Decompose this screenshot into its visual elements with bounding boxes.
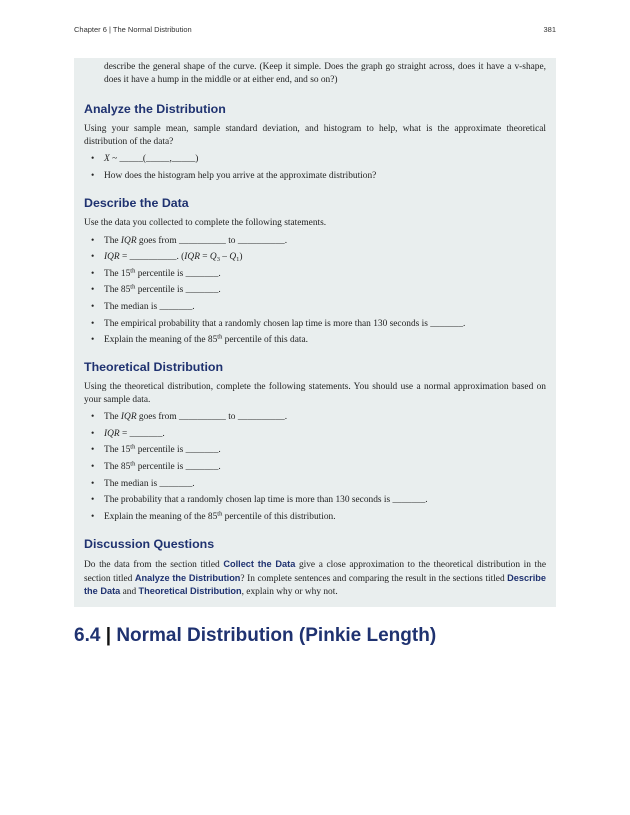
- describe-list: [84, 235, 546, 347]
- theoretical-text: Using the theoretical distribution, complete the following statements. You should use a normal approximation based on your sample data.: [84, 382, 546, 405]
- variable-x: X: [104, 154, 110, 165]
- describe-text: Use the data you collected to complete the following statements.: [84, 218, 327, 228]
- text: percentile of this distribution.: [222, 511, 336, 522]
- bullet: •: [91, 445, 95, 456]
- text: The 85: [104, 461, 131, 472]
- text: Explain the meaning of the 85: [104, 335, 218, 346]
- list-item: [84, 301, 546, 314]
- text: ? In complete sentences and comparing the result in the sections titled: [240, 573, 508, 584]
- text: percentile of this data.: [222, 335, 308, 346]
- text: The: [104, 412, 121, 423]
- text: and: [120, 587, 139, 598]
- text: ): [239, 252, 243, 263]
- bullet: •: [91, 252, 95, 263]
- section-reference-link[interactable]: Theoretical Distribution: [138, 586, 242, 597]
- analyze-list: [84, 153, 546, 182]
- list-item: [84, 235, 546, 248]
- text: The empirical probability that a randomly chosen lap time is more than 130 seconds is _______.: [104, 318, 466, 329]
- superscript: th: [130, 443, 136, 451]
- section-number: 6.4: [74, 625, 101, 646]
- text: The 15: [104, 268, 131, 279]
- variable-iqr: IQR: [184, 252, 200, 263]
- section-title-text: Normal Distribution (Pinkie Length): [116, 625, 437, 646]
- intro-text: describe the general shape of the curve. (Keep it simple. Does the graph go straight across, does it have a v-shape, does it have a hump in the middle or at either end, and so on?): [104, 62, 546, 85]
- text: The median is _______.: [104, 301, 195, 312]
- list-item: [84, 411, 546, 424]
- list-item: [84, 478, 546, 491]
- discussion-heading: Discussion Questions: [84, 537, 215, 551]
- discussion-section: [84, 537, 546, 599]
- text: give a close approximation to the theoretical distribution in the section titled: [84, 560, 547, 584]
- text: The: [104, 235, 121, 246]
- bullet: •: [91, 318, 95, 329]
- text: percentile is _______.: [135, 268, 221, 279]
- list-item: [84, 153, 546, 166]
- list-item: [84, 511, 546, 524]
- subscript: 1: [236, 256, 240, 264]
- text: percentile is _______.: [135, 285, 221, 296]
- bullet: •: [91, 428, 95, 439]
- text: goes from __________ to __________.: [136, 412, 288, 423]
- variable-iqr: IQR: [120, 235, 137, 246]
- text: goes from __________ to __________.: [136, 235, 288, 246]
- bullet: •: [91, 235, 95, 246]
- list-item: [84, 251, 546, 264]
- describe-section: [84, 196, 546, 351]
- text: The 15: [104, 445, 131, 456]
- text: percentile is _______.: [135, 461, 221, 472]
- text: Do the data from the section titled: [84, 560, 224, 570]
- variable-iqr: IQR: [104, 428, 120, 439]
- text: percentile is _______.: [135, 445, 221, 456]
- bullet: •: [91, 461, 95, 472]
- bullet: •: [91, 154, 95, 165]
- bullet: •: [91, 335, 95, 346]
- theoretical-section: [84, 360, 546, 527]
- bullet: •: [91, 478, 95, 489]
- analyze-heading: Analyze the Distribution: [84, 102, 226, 116]
- theoretical-list: [84, 411, 546, 523]
- list-item-text: How does the histogram help you arrive at the approximate distribution?: [104, 170, 377, 181]
- list-item: [84, 494, 546, 507]
- bullet: •: [91, 412, 95, 423]
- bullet: •: [91, 495, 95, 506]
- variable-iqr: IQR: [104, 252, 120, 263]
- text: The 85: [104, 285, 131, 296]
- bullet: •: [91, 511, 95, 522]
- text: = _______.: [119, 428, 165, 439]
- section-reference-link[interactable]: Describe the Data: [84, 572, 546, 597]
- text: =: [199, 252, 210, 263]
- describe-heading: Describe the Data: [84, 196, 189, 210]
- superscript: th: [130, 267, 136, 275]
- variable-iqr: IQR: [120, 412, 137, 423]
- text: The probability that a randomly chosen lap time is more than 130 seconds is _______.: [104, 495, 428, 506]
- text: –: [219, 252, 230, 263]
- page-number: 381: [543, 25, 556, 34]
- list-item: [84, 334, 546, 347]
- text: = __________. (: [119, 252, 185, 263]
- discussion-text: [84, 558, 546, 599]
- distribution-blank: ~ _____(_____,_____): [109, 154, 199, 165]
- page-header: [74, 25, 556, 37]
- section-reference-link[interactable]: Collect the Data: [223, 559, 296, 569]
- theoretical-heading: Theoretical Distribution: [84, 360, 224, 374]
- list-item: [84, 268, 546, 281]
- title-separator: |: [105, 625, 112, 646]
- list-item: [84, 428, 546, 441]
- superscript: th: [217, 333, 223, 341]
- superscript: th: [130, 283, 136, 291]
- list-item: [84, 444, 546, 457]
- subscript: 3: [216, 256, 220, 264]
- intro-continuation: [84, 61, 546, 86]
- list-item: [84, 170, 546, 183]
- text: Explain the meaning of the 85: [104, 511, 218, 522]
- section-title: [74, 625, 436, 647]
- list-item: [84, 461, 546, 474]
- superscript: th: [217, 510, 223, 518]
- lab-content-box: [74, 58, 556, 607]
- analyze-text: Using your sample mean, sample standard deviation, and histogram to help, what is the approximate theoretical distribution of the data?: [84, 124, 546, 147]
- bullet: •: [91, 285, 95, 296]
- chapter-title: Chapter 6 | The Normal Distribution: [74, 25, 192, 34]
- bullet: •: [91, 301, 95, 312]
- list-item: [84, 284, 546, 297]
- bullet: •: [91, 268, 95, 279]
- text: The median is _______.: [104, 478, 195, 489]
- variable-q: Q: [229, 252, 237, 263]
- bullet: •: [91, 170, 95, 181]
- variable-q: Q: [209, 252, 217, 263]
- section-reference-link[interactable]: Analyze the Distribution: [134, 572, 241, 583]
- text: , explain why or why not.: [241, 587, 338, 598]
- analyze-section: [84, 102, 546, 186]
- superscript: th: [130, 460, 136, 468]
- list-item: [84, 318, 546, 331]
